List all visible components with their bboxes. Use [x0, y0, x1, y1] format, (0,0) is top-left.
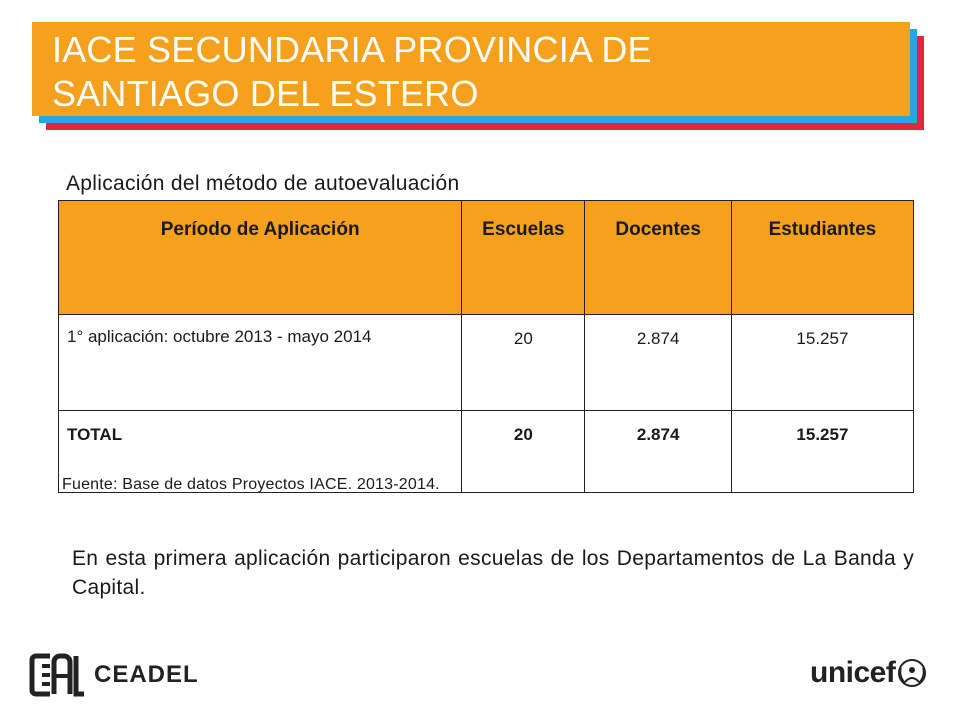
banner-orange: [32, 22, 910, 116]
cell-total-estudiantes: 15.257: [731, 411, 913, 493]
header-estudiantes: Estudiantes: [731, 201, 913, 315]
table-caption: Aplicación del método de autoevaluación: [66, 172, 460, 195]
cell-periodo: 1° aplicación: octubre 2013 - mayo 2014: [59, 315, 462, 411]
header-escuelas: Escuelas: [462, 201, 585, 315]
table-header-row: [59, 201, 914, 315]
cell-total-docentes: 2.874: [585, 411, 731, 493]
table-row: [59, 315, 914, 411]
cell-docentes: 2.874: [585, 315, 731, 411]
cell-total-escuelas: 20: [462, 411, 585, 493]
source-note: Fuente: Base de datos Proyectos IACE. 2013-2014.: [62, 476, 440, 493]
cell-total-label: TOTAL: [59, 411, 462, 493]
cell-escuelas: 20: [462, 315, 585, 411]
cell-estudiantes: 15.257: [731, 315, 913, 411]
title-banner: [32, 22, 928, 132]
unicef-logo: [810, 656, 927, 690]
ceadel-logo: [28, 652, 199, 698]
ceadel-label: CEADEL: [94, 661, 199, 688]
unicef-label: unicef: [810, 656, 896, 689]
unicef-emblem-icon: [897, 658, 927, 688]
ceadel-emblem-icon: [28, 652, 86, 698]
header-docentes: Docentes: [585, 201, 731, 315]
page-title: IACE SECUNDARIA PROVINCIA DE SANTIAGO DEL ESTERO: [52, 29, 652, 114]
data-table: [58, 200, 914, 493]
header-periodo: Período de Aplicación: [59, 201, 462, 315]
body-paragraph: En esta primera aplicación participaron escuelas de los Departamentos de La Banda y Capital.: [72, 547, 914, 599]
